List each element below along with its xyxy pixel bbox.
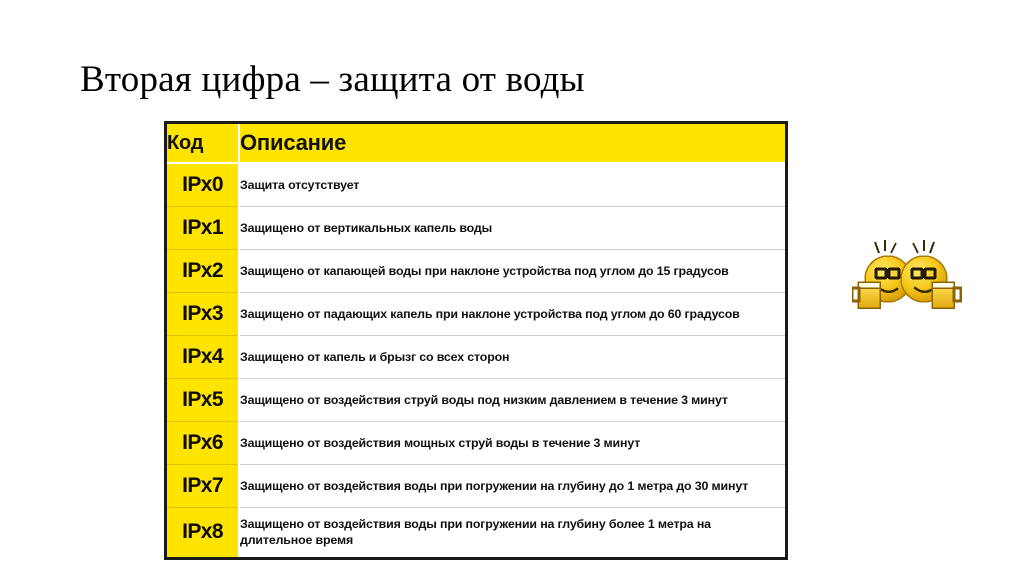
table-row bbox=[167, 507, 785, 557]
table-row bbox=[167, 249, 785, 292]
page-title: Вторая цифра – защита от воды bbox=[80, 59, 585, 100]
table-row bbox=[167, 335, 785, 378]
cell-description: Защищено от вертикальных капель воды bbox=[239, 206, 785, 249]
table-row bbox=[167, 163, 785, 206]
cell-code: IPx3 bbox=[167, 292, 239, 335]
cell-code: IPx7 bbox=[167, 464, 239, 507]
cell-code: IPx2 bbox=[167, 249, 239, 292]
cell-description: Защищено от падающих капель при наклоне устройства под углом до 60 градусов bbox=[239, 292, 785, 335]
table-body bbox=[167, 163, 785, 557]
table bbox=[167, 124, 785, 557]
cell-code: IPx6 bbox=[167, 421, 239, 464]
cell-code: IPx8 bbox=[167, 507, 239, 557]
cell-description: Защищено от воздействия мощных струй воды в течение 3 минут bbox=[239, 421, 785, 464]
ip-water-protection-table bbox=[164, 121, 788, 560]
cell-description: Защищено от воздействия воды при погружении на глубину до 1 метра до 30 минут bbox=[239, 464, 785, 507]
two-smileys-clinking-beer-mugs-icon bbox=[852, 236, 962, 322]
cell-description: Защищено от капающей воды при наклоне устройства под углом до 15 градусов bbox=[239, 249, 785, 292]
column-header-description: Описание bbox=[239, 124, 785, 163]
cell-description: Защищено от воздействия воды при погружении на глубину более 1 метра на длительное время bbox=[239, 507, 785, 557]
cell-code: IPx1 bbox=[167, 206, 239, 249]
cell-description: Защищено от воздействия струй воды под низким давлением в течение 3 минут bbox=[239, 378, 785, 421]
table-row bbox=[167, 464, 785, 507]
cell-description: Защищено от капель и брызг со всех сторон bbox=[239, 335, 785, 378]
cell-code: IPx4 bbox=[167, 335, 239, 378]
table-row bbox=[167, 378, 785, 421]
cell-description: Защита отсутствует bbox=[239, 163, 785, 206]
table-row bbox=[167, 206, 785, 249]
table-row bbox=[167, 421, 785, 464]
table-header bbox=[167, 124, 785, 163]
table-row bbox=[167, 292, 785, 335]
column-header-code: Код bbox=[167, 124, 239, 163]
cell-code: IPx5 bbox=[167, 378, 239, 421]
cell-code: IPx0 bbox=[167, 163, 239, 206]
table-header-row bbox=[167, 124, 785, 163]
